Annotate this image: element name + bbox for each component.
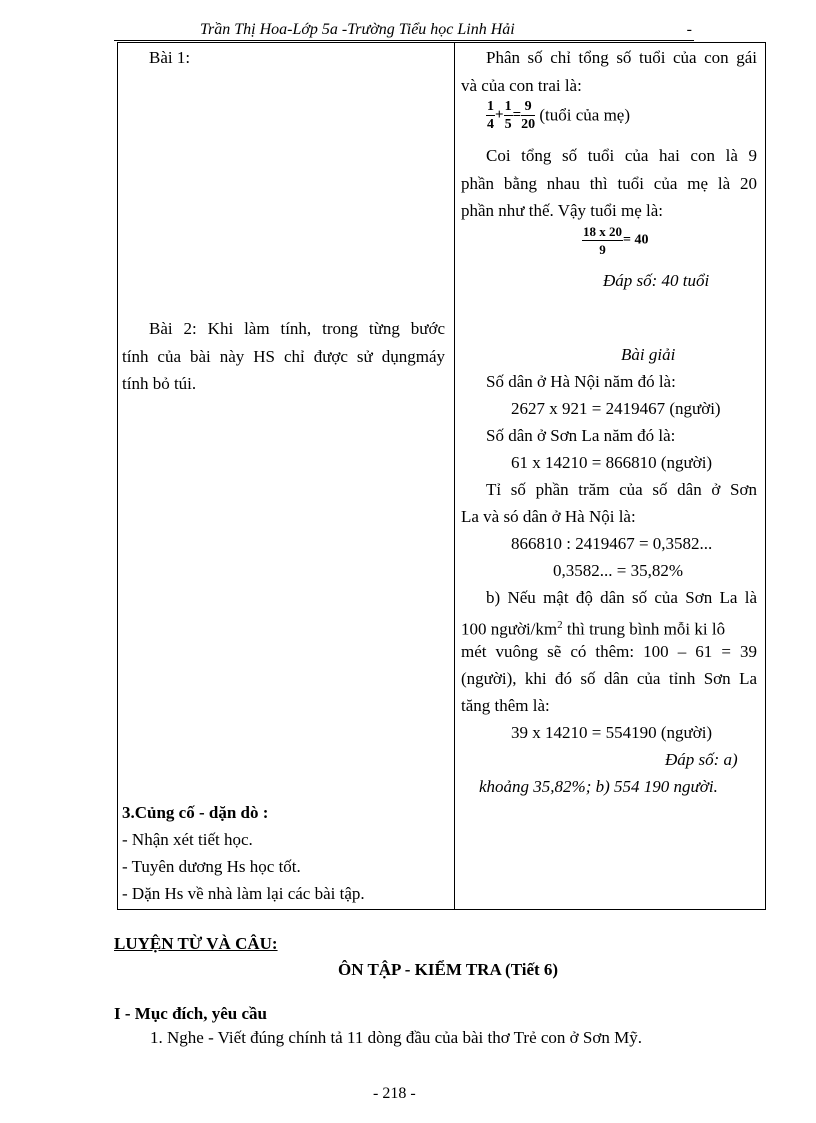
solution-heading: Bài giải: [621, 345, 676, 364]
page-number: - 218 -: [373, 1085, 416, 1102]
p2-line-3: phần như thế. Vậy tuổi mẹ là:: [461, 201, 663, 220]
fraction-9-20: $\frac{9}{20}$: [521, 99, 536, 132]
page-header: [114, 20, 694, 41]
line-7: 866810 : 2419467 = 0,3582...: [511, 534, 713, 553]
p2-line-2: phần bằng nhau thì tuổi của mẹ là 20: [461, 174, 757, 193]
right-column: [455, 43, 766, 910]
section-title: ÔN TẬP - KIỂM TRA (Tiết 6): [338, 960, 559, 979]
line-2: 2627 x 921 = 2419467 (người): [511, 399, 721, 418]
fraction-note: (tuổi của mẹ): [539, 105, 631, 125]
header-dash: -: [686, 21, 692, 38]
fraction-equation: $\frac{1}{4}$ + $\frac{1}{5}$ = $\frac{9}{20}$ (tuổi của mẹ): [487, 99, 631, 132]
cungco-item-3: - Dặn Hs về nhà làm lại các bài tập.: [122, 884, 365, 903]
age-calculation: $\frac{18 x 20}{9}$ = 40: [583, 224, 649, 257]
cungco-title: 3.Củng cố - dặn dò :: [122, 803, 269, 822]
p1-line-2: và của con trai là:: [461, 76, 582, 95]
fraction-1-5: $\frac{1}{5}$: [504, 99, 512, 132]
line-14: 39 x 14210 = 554190 (người): [511, 723, 713, 742]
age-fraction: $\frac{18 x 20}{9}$: [583, 224, 622, 257]
bai2-line-1: Bài 2: Khi làm tính, trong từng bước: [149, 319, 445, 338]
line-13: tăng thêm là:: [461, 696, 550, 715]
fraction-1-4: $\frac{1}{4}$: [487, 99, 494, 132]
cungco-item-2: - Tuyên dương Hs học tốt.: [122, 857, 301, 876]
lesson-table: [117, 42, 766, 910]
line-4: 61 x 14210 = 866810 (người): [511, 453, 713, 472]
line-9: b) Nếu mật độ dân số của Sơn La là: [486, 588, 757, 607]
left-column: [118, 43, 455, 910]
bai2-line-2: tính của bài này HS chỉ được sử dụngmáy: [122, 347, 445, 366]
line-10: 100 người/$km^2$ thì trung bình mỗi ki lô: [461, 619, 726, 639]
line-3: Số dân ở Sơn La năm đó là:: [486, 426, 676, 445]
section-subheading: I - Mục đích, yêu cầu: [114, 1004, 267, 1023]
p2-line-1: Coi tổng số tuổi của hai con là 9: [486, 146, 757, 165]
answer-2-part-1: Đáp số: a): [665, 750, 738, 769]
header-text: Trần Thị Hoa-Lớp 5a -Trường Tiểu học Linh Hải: [200, 21, 515, 38]
section-item-1: 1. Nghe - Viết đúng chính tả 11 dòng đầu của bài thơ Trẻ con ở Sơn Mỹ.: [150, 1028, 642, 1047]
line-12: (người), khi đó số dân của tỉnh Sơn La: [461, 669, 757, 688]
cungco-item-1: - Nhận xét tiết học.: [122, 830, 253, 849]
line-8: 0,3582... = 35,82%: [553, 561, 683, 580]
p1-line-1: Phân số chỉ tổng số tuổi của con gái: [486, 48, 757, 67]
answer-2-part-2: khoảng 35,82%; b) 554 190 người.: [479, 777, 718, 796]
line-1: Số dân ở Hà Nội năm đó là:: [486, 372, 676, 391]
bai2-line-3: tính bỏ túi.: [122, 374, 197, 393]
section-heading: LUYỆN TỪ VÀ CÂU:: [114, 934, 278, 953]
line-11: mét vuông sẽ có thêm: 100 – 61 = 39: [461, 642, 757, 661]
line-6: La và só dân ở Hà Nội là:: [461, 507, 636, 526]
line-5: Tỉ số phần trăm của số dân ở Sơn: [486, 480, 757, 499]
bai1-label: Bài 1:: [149, 48, 191, 67]
answer-1: Đáp số: 40 tuổi: [603, 271, 710, 290]
